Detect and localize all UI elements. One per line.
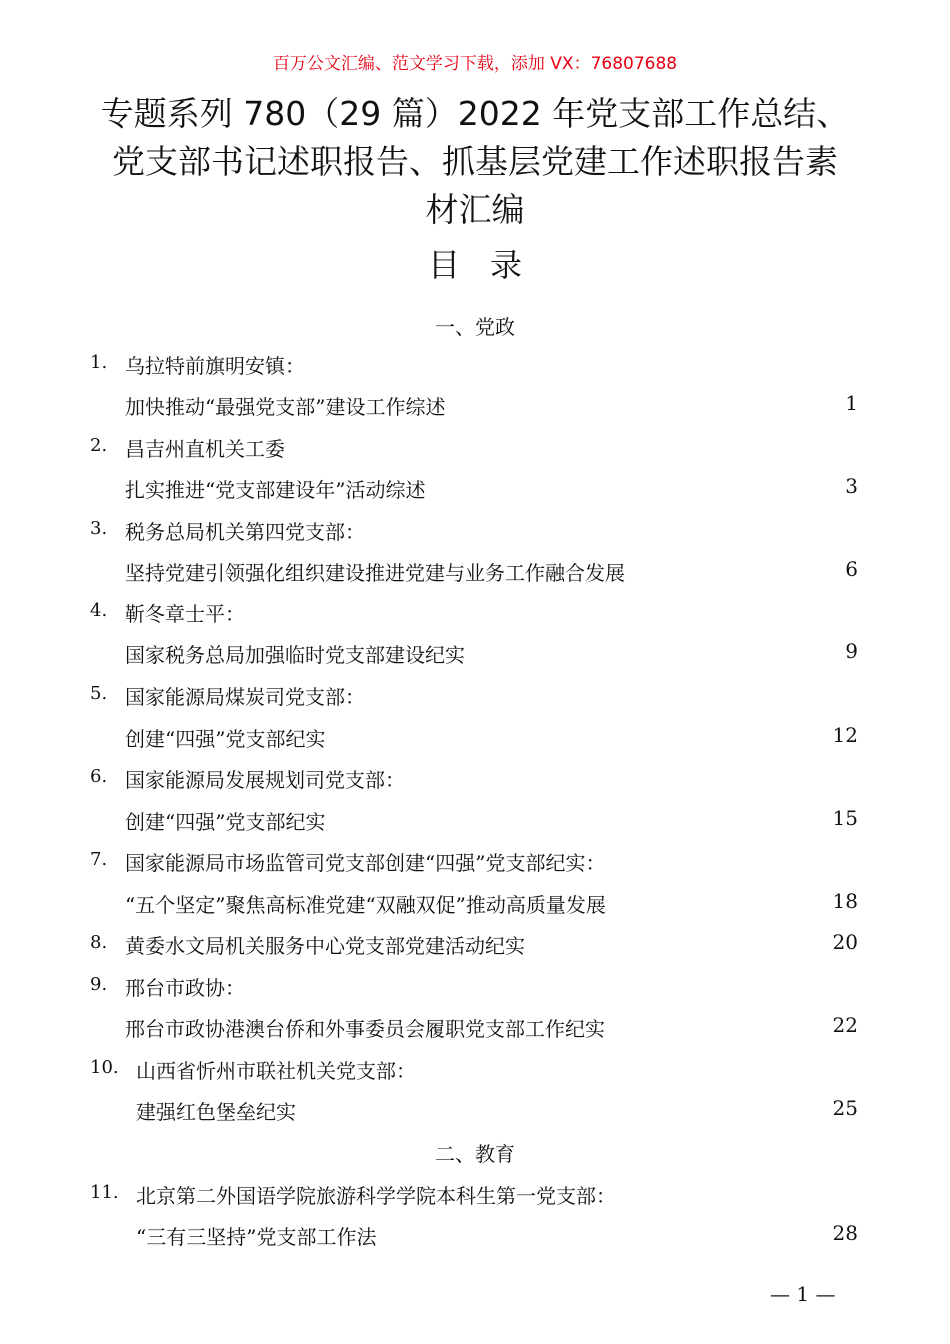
entry-org: 税务总局机关第四党支部： [125, 520, 365, 544]
document-title [60, 90, 890, 234]
entry-article: 加快推动“最强党支部”建设工作综述 [125, 395, 446, 419]
entry-article: 国家税务总局加强临时党支部建设纪实 [125, 643, 465, 667]
entry-org: 黄委水文局机关服务中心党支部党建活动纪实 [125, 934, 525, 958]
entry-org: 昌吉州直机关工委 [125, 437, 285, 461]
entry-number: 6. [90, 766, 108, 787]
entry-article: “三有三坚持”党支部工作法 [136, 1225, 377, 1249]
entry-number: 10. [90, 1057, 119, 1078]
title-line: 党支部书记述职报告、抓基层党建工作述职报告素 [112, 142, 838, 181]
title-line: 材汇编 [425, 190, 525, 229]
entry-page: 1 [845, 391, 858, 415]
entry-page: 3 [845, 474, 858, 498]
entry-org: 山西省忻州市联社机关党支部： [136, 1059, 416, 1083]
entry-org: 国家能源局市场监管司党支部创建“四强”党支部纪实： [125, 851, 606, 875]
toc-heading: 目录 [427, 246, 552, 284]
entry-number: 8. [90, 932, 108, 953]
entry-number: 7. [90, 849, 108, 870]
entry-number: 2. [90, 435, 108, 456]
title-line: 专题系列 780（29 篇）2022 年党支部工作总结、 [100, 94, 850, 133]
entry-org: 国家能源局发展规划司党支部： [125, 768, 405, 792]
entry-article: 创建“四强”党支部纪实 [125, 727, 326, 751]
entry-page: 22 [832, 1013, 858, 1037]
entry-article: “五个坚定”聚焦高标准党建“双融双促”推动高质量发展 [125, 893, 606, 917]
entry-number: 4. [90, 600, 108, 621]
entry-number: 1. [90, 352, 108, 373]
entry-page: 6 [845, 557, 858, 581]
entry-number: 9. [90, 974, 108, 995]
entry-org: 国家能源局煤炭司党支部： [125, 685, 365, 709]
entry-page: 15 [832, 806, 858, 830]
entry-page: 28 [832, 1221, 858, 1245]
section-heading: 一、党政 [435, 315, 515, 339]
entry-number: 5. [90, 683, 108, 704]
entry-article: 邢台市政协港澳台侨和外事委员会履职党支部工作纪实 [125, 1017, 605, 1041]
entry-org: 北京第二外国语学院旅游科学学院本科生第一党支部： [136, 1184, 616, 1208]
page-number-footer: — 1 — [770, 1282, 836, 1306]
entry-number: 3. [90, 518, 108, 539]
entry-org: 乌拉特前旗明安镇： [125, 354, 305, 378]
entry-page: 25 [832, 1096, 858, 1120]
entry-article: 扎实推进“党支部建设年”活动综述 [125, 478, 426, 502]
watermark-banner: 百万公文汇编、范文学习下载，添加 VX：76807688 [272, 54, 678, 74]
section-heading: 二、教育 [435, 1142, 515, 1166]
entry-org: 靳冬章士平： [125, 602, 245, 626]
entry-number: 11. [90, 1182, 119, 1203]
entry-article: 坚持党建引领强化组织建设推进党建与业务工作融合发展 [125, 561, 625, 585]
entry-article: 创建“四强”党支部纪实 [125, 810, 326, 834]
entry-article: 建强红色堡垒纪实 [136, 1100, 296, 1124]
entry-page: 20 [832, 930, 858, 954]
entry-page: 18 [832, 889, 858, 913]
entry-page: 12 [832, 723, 858, 747]
entry-page: 9 [845, 639, 858, 663]
entry-org: 邢台市政协： [125, 976, 245, 1000]
